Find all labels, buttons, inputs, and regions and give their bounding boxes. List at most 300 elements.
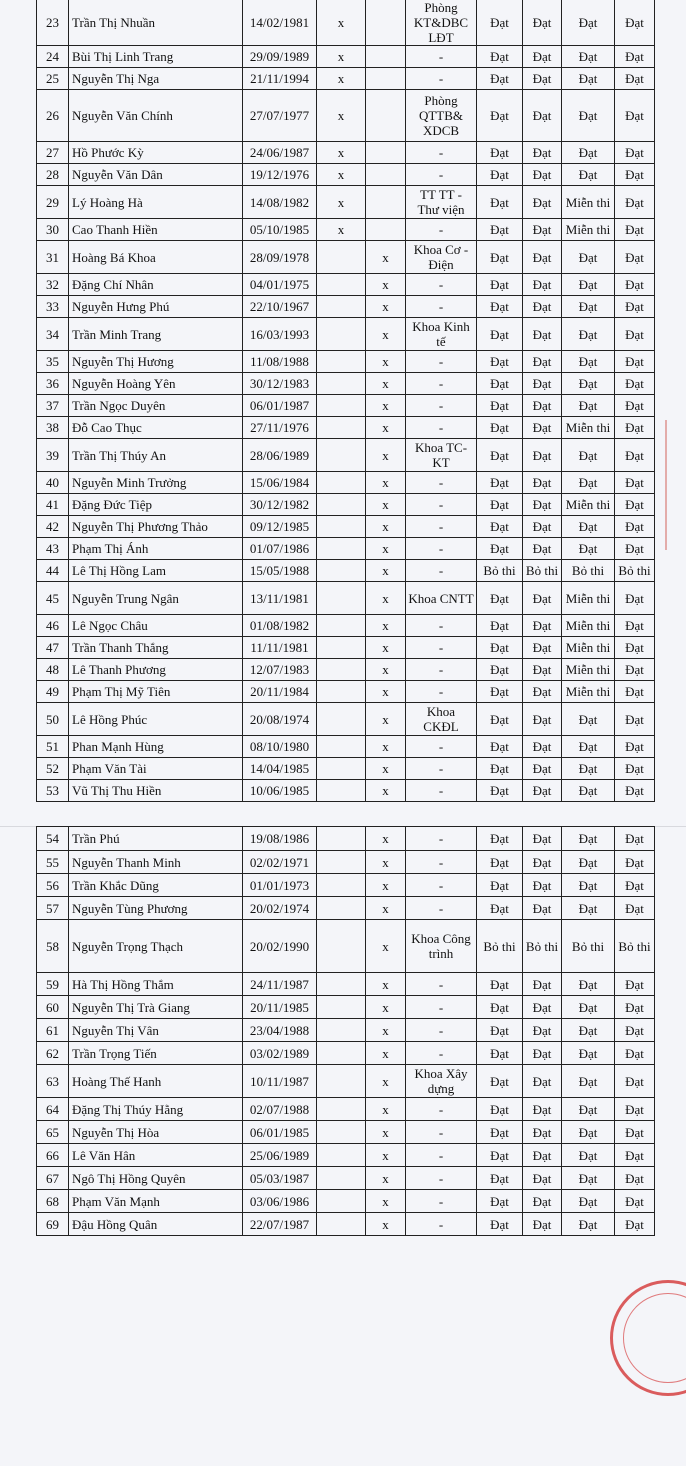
result-4-cell: Đạt: [615, 142, 655, 164]
result-3-cell: Đạt: [562, 241, 615, 274]
result-4-cell: Đạt: [615, 1144, 655, 1167]
name-cell: Đỗ Cao Thục: [69, 417, 243, 439]
male-mark-cell: [317, 516, 366, 538]
result-1-cell: Đạt: [477, 90, 523, 142]
stt-cell: 31: [37, 241, 69, 274]
department-cell: -: [406, 164, 477, 186]
male-mark-cell: [317, 1213, 366, 1236]
female-mark-cell: x: [366, 516, 406, 538]
result-3-cell: Đạt: [562, 46, 615, 68]
stt-cell: 52: [37, 758, 69, 780]
result-4-cell: Đạt: [615, 758, 655, 780]
result-2-cell: Đạt: [523, 874, 562, 897]
result-4-cell: Đạt: [615, 296, 655, 318]
name-cell: Lý Hoàng Hà: [69, 186, 243, 219]
male-mark-cell: [317, 241, 366, 274]
female-mark-cell: x: [366, 920, 406, 973]
name-cell: Hà Thị Hồng Thắm: [69, 973, 243, 996]
result-1-cell: Đạt: [477, 395, 523, 417]
female-mark-cell: x: [366, 703, 406, 736]
result-3-cell: Đạt: [562, 296, 615, 318]
result-4-cell: Đạt: [615, 736, 655, 758]
result-3-cell: Đạt: [562, 703, 615, 736]
table-row: [37, 560, 655, 582]
result-4-cell: Đạt: [615, 494, 655, 516]
table-row: [37, 874, 655, 897]
department-cell: -: [406, 681, 477, 703]
department-cell: -: [406, 615, 477, 637]
result-3-cell: Đạt: [562, 1167, 615, 1190]
result-2-cell: Đạt: [523, 538, 562, 560]
result-2-cell: Đạt: [523, 164, 562, 186]
male-mark-cell: [317, 318, 366, 351]
dob-cell: 20/08/1974: [243, 703, 317, 736]
result-2-cell: Đạt: [523, 1167, 562, 1190]
result-1-cell: Đạt: [477, 373, 523, 395]
result-3-cell: Đạt: [562, 164, 615, 186]
stt-cell: 23: [37, 0, 69, 46]
department-cell: -: [406, 736, 477, 758]
stt-cell: 62: [37, 1042, 69, 1065]
result-4-cell: Đạt: [615, 827, 655, 851]
result-1-cell: Đạt: [477, 274, 523, 296]
dob-cell: 15/05/1988: [243, 560, 317, 582]
name-cell: Lê Thị Hồng Lam: [69, 560, 243, 582]
result-2-cell: Đạt: [523, 373, 562, 395]
result-2-cell: Đạt: [523, 219, 562, 241]
male-mark-cell: [317, 373, 366, 395]
table-row: [37, 1019, 655, 1042]
female-mark-cell: x: [366, 615, 406, 637]
male-mark-cell: x: [317, 186, 366, 219]
name-cell: Nguyễn Hưng Phú: [69, 296, 243, 318]
stt-cell: 43: [37, 538, 69, 560]
dob-cell: 06/01/1985: [243, 1121, 317, 1144]
result-1-cell: Đạt: [477, 164, 523, 186]
male-mark-cell: [317, 351, 366, 373]
dob-cell: 25/06/1989: [243, 1144, 317, 1167]
dob-cell: 21/11/1994: [243, 68, 317, 90]
result-3-cell: Đạt: [562, 1065, 615, 1098]
female-mark-cell: x: [366, 318, 406, 351]
result-1-cell: Đạt: [477, 494, 523, 516]
dob-cell: 29/09/1989: [243, 46, 317, 68]
male-mark-cell: [317, 920, 366, 973]
female-mark-cell: x: [366, 1098, 406, 1121]
result-3-cell: Miễn thi: [562, 417, 615, 439]
male-mark-cell: [317, 274, 366, 296]
result-1-cell: Đạt: [477, 46, 523, 68]
result-3-cell: Đạt: [562, 758, 615, 780]
result-1-cell: Đạt: [477, 1065, 523, 1098]
female-mark-cell: [366, 90, 406, 142]
stt-cell: 39: [37, 439, 69, 472]
table-row: [37, 1144, 655, 1167]
department-cell: -: [406, 417, 477, 439]
table-row: [37, 1167, 655, 1190]
table-row: [37, 417, 655, 439]
male-mark-cell: x: [317, 164, 366, 186]
result-3-cell: Miễn thi: [562, 494, 615, 516]
male-mark-cell: [317, 296, 366, 318]
stt-cell: 32: [37, 274, 69, 296]
result-4-cell: Đạt: [615, 659, 655, 681]
stt-cell: 36: [37, 373, 69, 395]
male-mark-cell: [317, 758, 366, 780]
department-cell: Khoa Công trình: [406, 920, 477, 973]
female-mark-cell: x: [366, 1213, 406, 1236]
female-mark-cell: [366, 0, 406, 46]
result-2-cell: Đạt: [523, 1042, 562, 1065]
result-3-cell: Miễn thi: [562, 637, 615, 659]
result-2-cell: Đạt: [523, 318, 562, 351]
male-mark-cell: [317, 1065, 366, 1098]
female-mark-cell: x: [366, 827, 406, 851]
table-row: [37, 0, 655, 46]
stt-cell: 56: [37, 874, 69, 897]
name-cell: Trần Thị Nhuần: [69, 0, 243, 46]
result-2-cell: Đạt: [523, 1190, 562, 1213]
stt-cell: 47: [37, 637, 69, 659]
result-2-cell: Đạt: [523, 582, 562, 615]
female-mark-cell: x: [366, 395, 406, 417]
dob-cell: 20/11/1985: [243, 996, 317, 1019]
male-mark-cell: x: [317, 142, 366, 164]
result-2-cell: Đạt: [523, 659, 562, 681]
stt-cell: 26: [37, 90, 69, 142]
male-mark-cell: [317, 1019, 366, 1042]
name-cell: Lê Văn Hân: [69, 1144, 243, 1167]
result-1-cell: Đạt: [477, 68, 523, 90]
result-2-cell: Đạt: [523, 90, 562, 142]
name-cell: Trần Ngọc Duyên: [69, 395, 243, 417]
result-2-cell: Đạt: [523, 296, 562, 318]
female-mark-cell: x: [366, 1144, 406, 1167]
male-mark-cell: [317, 560, 366, 582]
name-cell: Lê Ngọc Châu: [69, 615, 243, 637]
dob-cell: 23/04/1988: [243, 1019, 317, 1042]
dob-cell: 11/11/1981: [243, 637, 317, 659]
dob-cell: 10/11/1987: [243, 1065, 317, 1098]
female-mark-cell: x: [366, 373, 406, 395]
result-1-cell: Đạt: [477, 637, 523, 659]
stt-cell: 65: [37, 1121, 69, 1144]
result-4-cell: Đạt: [615, 516, 655, 538]
result-1-cell: Đạt: [477, 996, 523, 1019]
result-4-cell: Đạt: [615, 241, 655, 274]
female-mark-cell: x: [366, 1042, 406, 1065]
female-mark-cell: [366, 186, 406, 219]
result-4-cell: Đạt: [615, 1098, 655, 1121]
department-cell: -: [406, 1144, 477, 1167]
result-2-cell: Đạt: [523, 0, 562, 46]
name-cell: Nguyễn Thị Nga: [69, 68, 243, 90]
table-row: [37, 90, 655, 142]
result-4-cell: Đạt: [615, 703, 655, 736]
female-mark-cell: x: [366, 439, 406, 472]
result-4-cell: Đạt: [615, 0, 655, 46]
department-cell: -: [406, 373, 477, 395]
result-2-cell: Đạt: [523, 395, 562, 417]
name-cell: Đặng Thị Thúy Hằng: [69, 1098, 243, 1121]
result-2-cell: Đạt: [523, 1121, 562, 1144]
dob-cell: 13/11/1981: [243, 582, 317, 615]
female-mark-cell: x: [366, 736, 406, 758]
stt-cell: 60: [37, 996, 69, 1019]
result-3-cell: Đạt: [562, 973, 615, 996]
department-cell: Khoa Xây dựng: [406, 1065, 477, 1098]
stt-cell: 55: [37, 851, 69, 874]
department-cell: -: [406, 973, 477, 996]
department-cell: Khoa Kinh tế: [406, 318, 477, 351]
result-1-cell: Đạt: [477, 758, 523, 780]
name-cell: Trần Trọng Tiến: [69, 1042, 243, 1065]
department-cell: -: [406, 351, 477, 373]
name-cell: Ngô Thị Hồng Quyên: [69, 1167, 243, 1190]
name-cell: Cao Thanh Hiền: [69, 219, 243, 241]
female-mark-cell: x: [366, 637, 406, 659]
male-mark-cell: [317, 736, 366, 758]
result-4-cell: Đạt: [615, 538, 655, 560]
stt-cell: 58: [37, 920, 69, 973]
table-row: [37, 1042, 655, 1065]
name-cell: Trần Minh Trang: [69, 318, 243, 351]
table-row: [37, 439, 655, 472]
table-row: [37, 897, 655, 920]
female-mark-cell: x: [366, 851, 406, 874]
name-cell: Lê Thanh Phương: [69, 659, 243, 681]
result-1-cell: Đạt: [477, 681, 523, 703]
department-cell: -: [406, 538, 477, 560]
table-row: [37, 659, 655, 681]
department-cell: -: [406, 659, 477, 681]
female-mark-cell: x: [366, 874, 406, 897]
dob-cell: 30/12/1983: [243, 373, 317, 395]
female-mark-cell: x: [366, 1121, 406, 1144]
name-cell: Hoàng Bá Khoa: [69, 241, 243, 274]
name-cell: Trần Phú: [69, 827, 243, 851]
result-1-cell: Đạt: [477, 219, 523, 241]
dob-cell: 22/07/1987: [243, 1213, 317, 1236]
result-1-cell: Đạt: [477, 1019, 523, 1042]
result-4-cell: Đạt: [615, 417, 655, 439]
name-cell: Phạm Văn Tài: [69, 758, 243, 780]
result-1-cell: Đạt: [477, 1042, 523, 1065]
result-2-cell: Đạt: [523, 417, 562, 439]
stt-cell: 48: [37, 659, 69, 681]
male-mark-cell: [317, 417, 366, 439]
table-row: [37, 637, 655, 659]
table-row: [37, 142, 655, 164]
result-3-cell: Đạt: [562, 90, 615, 142]
name-cell: Đậu Hồng Quân: [69, 1213, 243, 1236]
result-3-cell: Đạt: [562, 1213, 615, 1236]
male-mark-cell: [317, 1042, 366, 1065]
male-mark-cell: [317, 1098, 366, 1121]
table-row: [37, 186, 655, 219]
result-1-cell: Đạt: [477, 296, 523, 318]
department-cell: -: [406, 1190, 477, 1213]
result-3-cell: Đạt: [562, 1144, 615, 1167]
department-cell: -: [406, 1098, 477, 1121]
table-row: [37, 373, 655, 395]
stt-cell: 69: [37, 1213, 69, 1236]
table-row: [37, 538, 655, 560]
table-row: [37, 164, 655, 186]
name-cell: Hoàng Thế Hanh: [69, 1065, 243, 1098]
name-cell: Đặng Đức Tiệp: [69, 494, 243, 516]
name-cell: Nguyễn Hoàng Yên: [69, 373, 243, 395]
female-mark-cell: x: [366, 996, 406, 1019]
result-4-cell: Đạt: [615, 1042, 655, 1065]
stt-cell: 40: [37, 472, 69, 494]
name-cell: Nguyễn Minh Trưởng: [69, 472, 243, 494]
dob-cell: 14/08/1982: [243, 186, 317, 219]
name-cell: Phan Mạnh Hùng: [69, 736, 243, 758]
male-mark-cell: [317, 851, 366, 874]
dob-cell: 19/12/1976: [243, 164, 317, 186]
dob-cell: 10/06/1985: [243, 780, 317, 802]
result-2-cell: Đạt: [523, 142, 562, 164]
female-mark-cell: [366, 46, 406, 68]
result-3-cell: Đạt: [562, 780, 615, 802]
male-mark-cell: [317, 681, 366, 703]
result-4-cell: Đạt: [615, 582, 655, 615]
result-1-cell: Đạt: [477, 417, 523, 439]
table-row: [37, 996, 655, 1019]
female-mark-cell: x: [366, 274, 406, 296]
result-2-cell: Đạt: [523, 681, 562, 703]
result-2-cell: Đạt: [523, 68, 562, 90]
result-4-cell: Đạt: [615, 1190, 655, 1213]
name-cell: Trần Thanh Thắng: [69, 637, 243, 659]
name-cell: Nguyễn Thị Hòa: [69, 1121, 243, 1144]
result-2-cell: Đạt: [523, 851, 562, 874]
dob-cell: 02/02/1971: [243, 851, 317, 874]
dob-cell: 28/09/1978: [243, 241, 317, 274]
result-3-cell: Đạt: [562, 736, 615, 758]
result-1-cell: Đạt: [477, 659, 523, 681]
result-2-cell: Đạt: [523, 494, 562, 516]
table-row: [37, 827, 655, 851]
dob-cell: 27/11/1976: [243, 417, 317, 439]
dob-cell: 08/10/1980: [243, 736, 317, 758]
department-cell: Khoa TC-KT: [406, 439, 477, 472]
department-cell: -: [406, 897, 477, 920]
result-3-cell: Miễn thi: [562, 615, 615, 637]
result-1-cell: Bỏ thi: [477, 920, 523, 973]
male-mark-cell: [317, 637, 366, 659]
result-3-cell: Miễn thi: [562, 582, 615, 615]
result-2-cell: Đạt: [523, 472, 562, 494]
result-3-cell: Đạt: [562, 1098, 615, 1121]
result-3-cell: Đạt: [562, 827, 615, 851]
table-row: [37, 1213, 655, 1236]
result-4-cell: Đạt: [615, 637, 655, 659]
result-4-cell: Đạt: [615, 395, 655, 417]
result-4-cell: Đạt: [615, 318, 655, 351]
result-2-cell: Đạt: [523, 1019, 562, 1042]
result-2-cell: Đạt: [523, 1213, 562, 1236]
result-4-cell: Đạt: [615, 219, 655, 241]
male-mark-cell: [317, 395, 366, 417]
name-cell: Vũ Thị Thu Hiền: [69, 780, 243, 802]
result-2-cell: Đạt: [523, 351, 562, 373]
result-3-cell: Miễn thi: [562, 681, 615, 703]
result-4-cell: Đạt: [615, 1121, 655, 1144]
result-4-cell: Đạt: [615, 1167, 655, 1190]
stt-cell: 41: [37, 494, 69, 516]
department-cell: -: [406, 996, 477, 1019]
result-3-cell: Miễn thi: [562, 219, 615, 241]
female-mark-cell: x: [366, 973, 406, 996]
dob-cell: 12/07/1983: [243, 659, 317, 681]
result-4-cell: Đạt: [615, 439, 655, 472]
name-cell: Nguyễn Văn Chính: [69, 90, 243, 142]
dob-cell: 15/06/1984: [243, 472, 317, 494]
result-2-cell: Đạt: [523, 637, 562, 659]
table-row: [37, 1190, 655, 1213]
department-cell: Khoa CNTT: [406, 582, 477, 615]
result-2-cell: Đạt: [523, 274, 562, 296]
result-4-cell: Đạt: [615, 46, 655, 68]
stt-cell: 51: [37, 736, 69, 758]
department-cell: -: [406, 758, 477, 780]
result-1-cell: Đạt: [477, 736, 523, 758]
result-1-cell: Đạt: [477, 780, 523, 802]
dob-cell: 05/10/1985: [243, 219, 317, 241]
table-row: [37, 241, 655, 274]
table-row: [37, 780, 655, 802]
result-4-cell: Đạt: [615, 973, 655, 996]
result-3-cell: Miễn thi: [562, 659, 615, 681]
male-mark-cell: [317, 827, 366, 851]
department-cell: -: [406, 68, 477, 90]
result-3-cell: Đạt: [562, 1190, 615, 1213]
male-mark-cell: x: [317, 90, 366, 142]
result-2-cell: Đạt: [523, 516, 562, 538]
result-3-cell: Đạt: [562, 318, 615, 351]
result-3-cell: Đạt: [562, 142, 615, 164]
result-2-cell: Đạt: [523, 46, 562, 68]
result-1-cell: Đạt: [477, 1098, 523, 1121]
female-mark-cell: [366, 164, 406, 186]
result-3-cell: Đạt: [562, 538, 615, 560]
female-mark-cell: x: [366, 1065, 406, 1098]
result-1-cell: Đạt: [477, 142, 523, 164]
dob-cell: 01/08/1982: [243, 615, 317, 637]
side-stamp-fragment: [665, 420, 686, 550]
result-2-cell: Đạt: [523, 897, 562, 920]
department-cell: -: [406, 274, 477, 296]
table-row: [37, 472, 655, 494]
table-row: [37, 395, 655, 417]
result-4-cell: Đạt: [615, 851, 655, 874]
result-4-cell: Đạt: [615, 681, 655, 703]
stt-cell: 34: [37, 318, 69, 351]
result-2-cell: Đạt: [523, 1065, 562, 1098]
result-3-cell: Đạt: [562, 516, 615, 538]
name-cell: Hồ Phước Kỳ: [69, 142, 243, 164]
male-mark-cell: x: [317, 0, 366, 46]
table-row: [37, 296, 655, 318]
department-cell: Phòng QTTB& XDCB: [406, 90, 477, 142]
department-cell: -: [406, 827, 477, 851]
name-cell: Nguyễn Trọng Thạch: [69, 920, 243, 973]
dob-cell: 24/11/1987: [243, 973, 317, 996]
dob-cell: 24/06/1987: [243, 142, 317, 164]
stt-cell: 33: [37, 296, 69, 318]
